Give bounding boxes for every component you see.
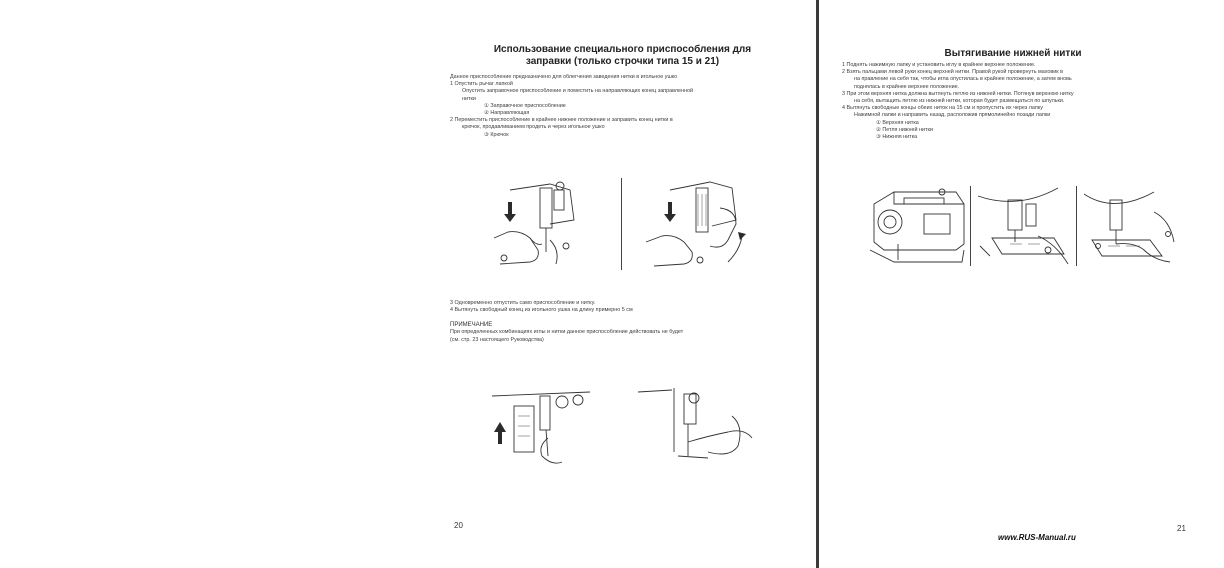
presser-foot-illustration-2 <box>1084 184 1180 270</box>
step-1-text-cont2: нитки <box>462 95 476 102</box>
needle-illustration-1 <box>490 386 600 470</box>
step-1-text-cont: Опустить заправочное приспособление и поместить на направляющих конец заправленной <box>462 88 693 95</box>
threader-illustration-1 <box>490 180 590 272</box>
r-step-3-text: 3 При этом верхняя нитка должна вытянуть петлю из нижней нитки. Потянув верхнюю нитку <box>842 90 1074 97</box>
step-1-text: 1 Опустить рычаг лапкой <box>450 81 513 88</box>
page-number-right: 21 <box>1177 524 1186 533</box>
note-heading: ПРИМЕЧАНИЕ <box>450 322 493 329</box>
left-title-block <box>440 44 805 68</box>
r-step-2-text: 2 Взять пальцами левой руки конец верхней нитки. Правой рукой провернуть маховик в <box>842 69 1063 76</box>
right-page <box>828 0 1198 568</box>
intro-text: Данное приспособление предназначено для облегчения заведения нитки в игольное ушко <box>450 74 678 80</box>
left-title-line2: заправки (только строчки типа 15 и 21) <box>525 56 720 67</box>
r-figure-divider-2 <box>1076 186 1077 266</box>
note-text-cont: (см. стр. 23 настоящего Руководства) <box>450 336 544 343</box>
right-text-block <box>842 62 1194 141</box>
right-title: Вытягивание нижней нитки <box>944 48 1082 59</box>
footer-url[interactable]: www.RUS-Manual.ru <box>998 533 1076 542</box>
page-number-left: 20 <box>454 521 463 530</box>
r-step-2-text-cont: на правление на себя так, чтобы игла опустилась в крайнее положение, а затем вновь <box>854 76 1072 83</box>
r-step-2-text-cont2: поднялась в крайнее верхнее положение. <box>854 83 960 90</box>
left-page <box>440 0 805 568</box>
legend-item-2: ② Направляющая <box>484 110 530 117</box>
r-legend-item-3: ③ Нижняя нитка <box>876 134 918 141</box>
r-step-4-text: 4 Вытянуть свободные концы обеих ниток на 15 см и пропустить их через лапку <box>842 105 1043 112</box>
r-step-4-text-cont: Нажимной лапки и направить назад, расположив прямолинейно позади лапки <box>854 112 1051 119</box>
figure-divider <box>621 178 622 270</box>
left-title-line1: Использование специального приспособления для <box>493 44 752 55</box>
r-figure-divider-1 <box>970 186 971 266</box>
legend-item-1: ① Заправочное приспособление <box>484 102 566 109</box>
note-text: При определенных комбинациях иглы и нитки данное приспособление действовать не будет <box>450 329 684 336</box>
r-step-3-text-cont: на себя, вытащить петлю из нижней нитки, которая будет размещаться по шпульки. <box>854 98 1065 105</box>
step-3-text: 3 Одновременно отпустить само приспособление и нитку. <box>450 300 596 306</box>
needle-illustration-2 <box>638 386 758 470</box>
r-legend-item-2: ② Петля нижней нитки <box>876 126 933 133</box>
sewing-machine-illustration <box>864 184 968 270</box>
threader-illustration-2 <box>640 180 750 272</box>
page-fold <box>816 0 819 568</box>
r-step-1-text: 1 Поднять нажимную лапку и установить иглу в крайнее верхнее положение. <box>842 62 1036 68</box>
step-4-text: 4 Вытянуть свободный конец из игольного ушка на длину примерно 5 см <box>450 307 633 314</box>
left-text-block-2 <box>450 300 802 344</box>
r-legend-item-1: ① Верхняя нитка <box>876 119 919 126</box>
presser-foot-illustration-1 <box>978 184 1074 270</box>
step-2-text-cont: крючок, продавливанием продеть и через игольное ушко <box>462 124 605 131</box>
right-title-block <box>828 48 1198 60</box>
left-text-block <box>450 74 802 139</box>
step-2-text: 2 Переместить приспособление в крайнее нижнее положение и заправить конец нитки в <box>450 117 673 124</box>
legend-item-3: ③ Крючок <box>484 131 509 138</box>
